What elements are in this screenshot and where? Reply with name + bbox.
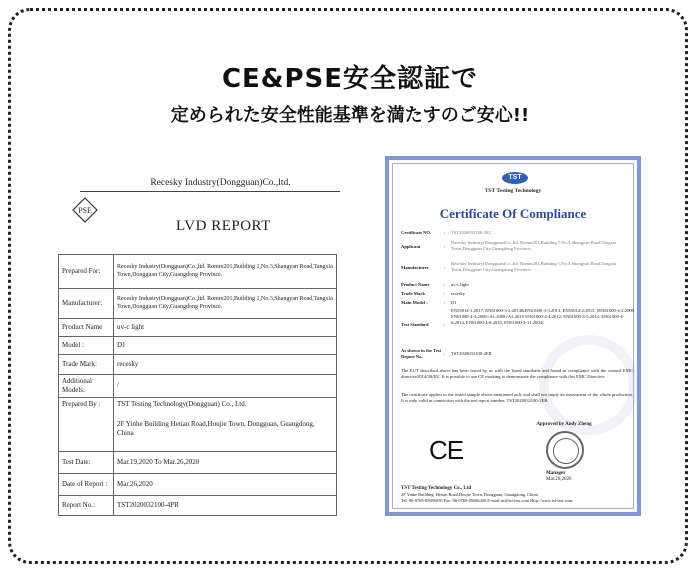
lvd-value: D1 — [114, 337, 337, 355]
pse-mark-text: PSE — [78, 206, 92, 215]
cert-label: Applicant — [401, 244, 421, 249]
lvd-value: recesky — [114, 355, 337, 375]
lvd-company: Recesky Industry(Dongguan)Co.,ltd. — [150, 178, 291, 188]
lvd-value: uv-c light — [114, 319, 337, 337]
table-row — [59, 289, 337, 319]
cert-field: Main Model : : D1 — [401, 300, 633, 308]
cert-field: Trade Mark : recesky — [401, 291, 633, 299]
lvd-label: Prepared By : — [59, 397, 114, 451]
cert-value: D1 — [451, 300, 457, 305]
cert-field: Manufacturer : Recesky Industry(Dongguan)Co.,ltd. Romm201,Building 1,No.3,Shangyan Road,Tangxia Town,Dongguan City,Guangdong Province. — [401, 261, 633, 281]
table-row — [59, 255, 337, 289]
cert-label: Manufacturer — [401, 265, 429, 270]
seal-stamp-icon — [546, 431, 584, 469]
footer-address: 2F Yinhe Building, Hetian Road,Houjie Town, Dongguan, Guangdong, China — [401, 492, 538, 497]
certificate-title: Certificate Of Compliance — [439, 206, 587, 221]
cert-value: uv-c light — [451, 282, 469, 287]
cert-label: Test Standard — [401, 322, 429, 327]
table-row — [59, 375, 337, 398]
footer-contact: Tel: 86-0769-85686050 Fax: 86-0769-85686450 E-mail:tst@tst-test.com Http://www.tst-test.com — [401, 498, 573, 504]
cert-value: Recesky Industry(Dongguan)Co.,ltd. Romm201,Building 1,No.3,Shangyan Road,Tangxia Town,Dongguan City,Guangdong Province. — [451, 240, 617, 251]
lvd-value: TST Testing Technology(Dongguan) Co., Ltd. — [117, 399, 247, 408]
cert-field: Test Standard : EN55014-1:2017, EN61000-3-2:2014&EN61000-3-3:2013, EN55014-2:2015, (EN61000-4-2:2009, EN61000-4-3:2006+A1:2008+A2:2010 EN61000-4-4:2012, EN61000-4-5:2014, EN61000-4-6:2014, EN61000-4-8:2010, EN61000-4-11:2004) — [401, 308, 636, 327]
lvd-value-cell — [114, 397, 337, 451]
table-row — [59, 355, 337, 375]
cert-field: Certificate NO. : TST2020032100-2EC — [401, 230, 633, 238]
cert-value: recesky — [451, 291, 466, 296]
compliance-paragraph: The EUT described above has been tested by us with the listed standards and found in compliance with the council EMC directive2014/30/EU. It is possible to use CE marking to demonstrate the compliance with this EMC Directive. — [401, 368, 633, 380]
table-row — [59, 319, 337, 337]
cert-label: Product Name — [401, 282, 430, 287]
lvd-value: Mar.19,2020 To Mar.26,2020 — [114, 451, 337, 473]
cert-field: As shown in the Test Report No. : TST2020032100-2ER — [401, 348, 633, 362]
lvd-report-table — [58, 254, 337, 516]
approved-by: Approved by Andy Zheng — [536, 422, 592, 427]
cert-label: Certificate NO. — [401, 230, 432, 235]
cert-label: Trade Mark — [401, 291, 426, 296]
lvd-value-address: 2F Yinhe Building Hetian Road,Houjie Town, Dongguan, Guangdong, China — [117, 420, 315, 437]
table-row — [59, 337, 337, 355]
lab-name: TST Testing Technology — [484, 188, 542, 194]
certificate-of-compliance — [385, 156, 641, 516]
lvd-value: Mar.26,2020 — [114, 473, 337, 495]
divider — [80, 191, 340, 192]
pse-mark-icon — [72, 197, 98, 223]
cert-label: As shown in the Test Report No. — [401, 348, 442, 359]
footer-company: TST Testing Technology Co., Ltd — [401, 486, 472, 491]
table-row — [59, 451, 337, 473]
cert-field: Applicant : Recesky Industry(Dongguan)Co.,ltd. Romm201,Building 1,No.3,Shangyan Road,Tangxia Town,Dongguan City,Guangdong Province. — [401, 240, 633, 260]
cert-value: EN55014-1:2017, EN61000-3-2:2014&EN61000-3-3:2013, EN55014-2:2015, (EN61000-4-2:2009, EN61000-4-3:2006+A1:2008+A2:2010 EN61000-4-4:2012, EN61000-4-5:2014, EN61000-4-6:2014, EN61000-4-8:2010, EN61000-4-11:2004) — [451, 308, 636, 325]
lvd-value: Recesky Industry(Dongguan)Co.,ltd. Romm201,Building 1,No.3,Shangyan Road,Tangxia Town,Dongguan City,Guangdong Province. — [114, 289, 337, 319]
cert-value: TST2020032100-2ER — [451, 351, 492, 356]
certificate-footer — [401, 485, 633, 504]
lvd-label: Report No.: — [59, 495, 114, 515]
page-subtitle: 定められた安全性能基準を満たすのご安心!! — [170, 105, 530, 126]
lvd-report-header — [58, 178, 343, 192]
sign-date: Mar.26,2020 — [546, 477, 572, 482]
lvd-value: TST2020032100-4PR — [114, 495, 337, 515]
lvd-label: Trade Mark: — [59, 355, 114, 375]
cert-value: TST2020032100-2EC — [451, 230, 492, 235]
cert-label: Main Model : — [401, 300, 428, 305]
table-row — [59, 473, 337, 495]
table-row — [59, 495, 337, 515]
lvd-label: Manufacturer: — [59, 289, 114, 319]
validity-paragraph: The certificate applies to the tested sample above mentioned only and shall not imply an assessment of the whole production. It is only valid in connection with the test report number. TST2020032100-2ER — [401, 392, 633, 404]
page-title: CE&PSE安全認証で — [221, 64, 479, 94]
lvd-label: Model : — [59, 337, 114, 355]
tst-logo: TST — [502, 172, 528, 184]
signer-title: Manager — [546, 471, 566, 476]
cert-value: Recesky Industry(Dongguan)Co.,ltd. Romm201,Building 1,No.3,Shangyan Road,Tangxia Town,Dongguan City,Guangdong Province. — [451, 261, 617, 272]
lvd-value: / — [114, 375, 337, 398]
lvd-value: Recesky Industry(Dongguan)Co.,ltd. Romm201,Building 1,No.3,Shangyan Road,Tangxia Town,Dongguan City,Guangdong Province. — [114, 255, 337, 289]
cert-field: Product Name : uv-c light — [401, 282, 633, 290]
table-row — [59, 397, 337, 451]
lvd-label: Product Name — [59, 319, 114, 337]
lvd-label: Test Date: — [59, 451, 114, 473]
ce-mark-icon: CE — [429, 435, 464, 465]
lvd-report-title: LVD REPORT — [176, 218, 271, 234]
lvd-label: Date of Report : — [59, 473, 114, 495]
lvd-label: Additional Models: — [59, 375, 114, 398]
lvd-label: Prepared For: — [59, 255, 114, 289]
